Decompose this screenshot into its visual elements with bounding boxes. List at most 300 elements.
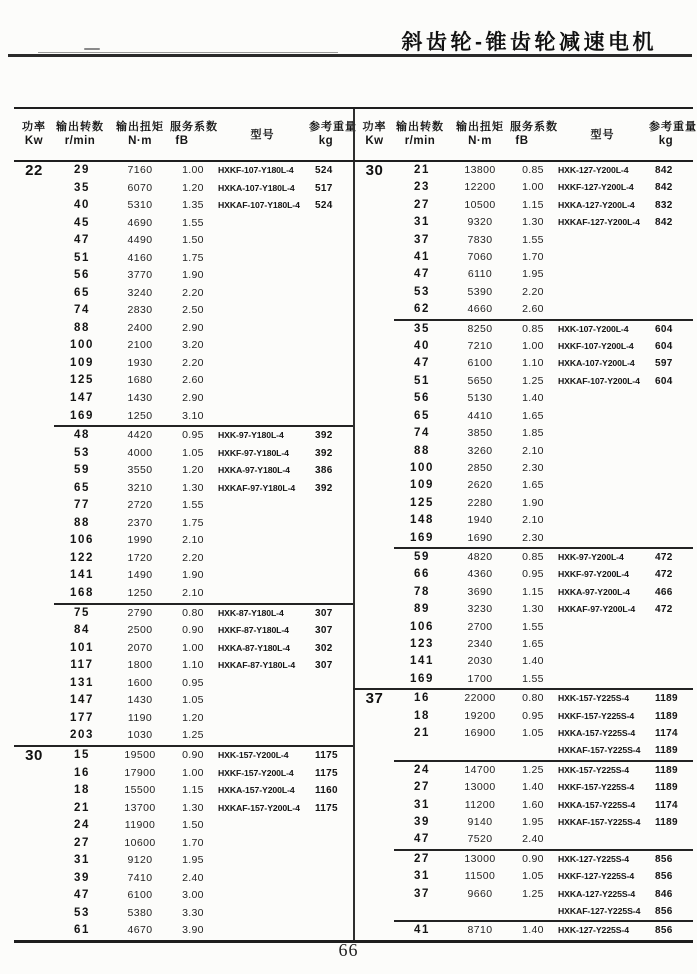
- cell-fb: 1.30: [522, 216, 544, 229]
- cell-weight: [309, 550, 353, 568]
- cell-fb: 1.75: [182, 516, 204, 529]
- cell-model: HXK-97-Y200L-4: [556, 548, 649, 566]
- cell-torque: 1190: [127, 711, 153, 724]
- cell-power: [14, 355, 54, 373]
- cell-torque: 1680: [127, 374, 153, 387]
- cell-fb: 1.30: [522, 603, 544, 616]
- cell-torque: 3690: [467, 585, 493, 598]
- cell-model: [556, 232, 649, 249]
- cell-weight: [309, 355, 353, 373]
- cell-fb: 0.85: [522, 164, 544, 176]
- spec-table-left: [14, 109, 357, 940]
- cell-power: 37: [354, 689, 394, 707]
- cell-fb: 3.10: [182, 409, 204, 422]
- cell-model: HXKF-87-Y180L-4: [218, 625, 289, 636]
- cell-model: HXKA-107-Y180L-4: [218, 182, 295, 193]
- cell-fb: 1.00: [182, 766, 204, 779]
- table-row: [14, 407, 353, 426]
- table-section: [354, 548, 693, 689]
- cell-torque: 1800: [127, 659, 153, 672]
- cell-speed: 39: [74, 871, 90, 884]
- cell-model: HXKF-97-Y180L-4: [218, 447, 289, 458]
- table-row: [354, 850, 693, 868]
- table-row: [354, 814, 693, 831]
- table-row: [14, 302, 353, 320]
- cell-model: HXKA-157-Y225S-4: [558, 799, 636, 810]
- cell-power: [14, 675, 54, 693]
- cell-torque: 10600: [124, 836, 156, 849]
- cell-model: HXKF-157-Y225S-4: [558, 782, 635, 793]
- cell-fb: 1.40: [522, 392, 544, 405]
- cell-weight: [649, 495, 693, 512]
- cell-power: [354, 477, 394, 494]
- cell-torque: 1250: [127, 587, 153, 600]
- cell-weight: 307: [309, 604, 353, 623]
- table-row: [354, 779, 693, 796]
- cell-power: [14, 197, 54, 215]
- table-row: [14, 905, 353, 923]
- table-row: [14, 550, 353, 568]
- cell-power: [354, 338, 394, 355]
- cell-model: HXKF-157-Y225S-4: [558, 710, 635, 721]
- cell-power: [14, 764, 54, 782]
- cell-torque: 1600: [127, 676, 153, 689]
- cell-model: HXKAF-87-Y180L-4: [218, 660, 296, 671]
- cell-torque: 1030: [127, 729, 153, 742]
- header-row: [354, 109, 693, 161]
- cell-model: HXKA-97-Y200L-4: [558, 586, 630, 597]
- cell-torque: 9320: [467, 216, 493, 229]
- cell-weight: [649, 619, 693, 636]
- cell-speed: 53: [74, 446, 90, 459]
- table-row: [14, 727, 353, 746]
- table-row: [14, 817, 353, 835]
- cell-fb: 1.30: [182, 801, 204, 814]
- table-row: [354, 443, 693, 460]
- table-row: [14, 585, 353, 604]
- cell-weight: [649, 408, 693, 425]
- cell-torque: 1690: [467, 531, 493, 544]
- cell-power: [14, 320, 54, 338]
- table-row: [354, 249, 693, 266]
- cell-model: HXKF-97-Y200L-4: [558, 569, 629, 580]
- cell-model: [216, 550, 309, 568]
- cell-torque: 13800: [464, 164, 496, 176]
- cell-weight: 1175: [315, 767, 338, 779]
- table-row: [354, 284, 693, 301]
- cell-fb: 1.25: [510, 761, 556, 779]
- cell-power: [14, 585, 54, 604]
- cell-model: [216, 267, 309, 285]
- cell-model: [216, 302, 309, 320]
- cell-power: [14, 515, 54, 533]
- table-row: [354, 725, 693, 742]
- table-row: [14, 800, 353, 818]
- column-header-fb: 服务系数 fB: [510, 109, 556, 161]
- cell-weight: [309, 232, 353, 250]
- cell-speed: 88: [74, 321, 90, 334]
- cell-weight: [649, 636, 693, 653]
- cell-weight: 846: [655, 888, 673, 900]
- table-section: [354, 689, 693, 761]
- table-row: [14, 870, 353, 888]
- table-row: [14, 746, 353, 765]
- cell-model: [556, 530, 649, 548]
- cell-weight: [309, 302, 353, 320]
- cell-fb: 2.20: [522, 285, 544, 298]
- cell-power: [14, 302, 54, 320]
- cell-model: HXKAF-157-Y225S-4: [558, 817, 641, 828]
- cell-speed: 51: [414, 374, 430, 387]
- cell-torque: 2500: [127, 624, 153, 637]
- cell-speed: 47: [414, 357, 430, 370]
- table-row: [14, 887, 353, 905]
- table-row: [14, 161, 353, 180]
- cell-power: [354, 831, 394, 849]
- table-row: [14, 710, 353, 728]
- table-row: [14, 285, 353, 303]
- cell-model: HXKA-127-Y200L-4: [558, 199, 635, 210]
- cell-torque: 16900: [464, 727, 496, 739]
- cell-fb: 1.40: [510, 921, 556, 939]
- scan-artifact: [84, 48, 100, 50]
- cell-model: [216, 372, 309, 390]
- cell-power: [14, 462, 54, 480]
- cell-power: [14, 497, 54, 515]
- cell-power: [354, 495, 394, 512]
- cell-model: [556, 636, 649, 653]
- cell-fb: 1.40: [522, 781, 544, 794]
- cell-fb: 2.40: [182, 871, 204, 884]
- cell-weight: [309, 817, 353, 835]
- cell-model: HXKF-127-Y225S-4: [558, 871, 635, 882]
- cell-torque: 7160: [127, 164, 153, 177]
- cell-speed: 177: [70, 711, 94, 724]
- cell-torque: 4420: [110, 426, 170, 445]
- cell-torque: 13700: [124, 801, 156, 814]
- cell-torque: 15500: [124, 784, 156, 797]
- cell-torque: 11200: [464, 798, 496, 811]
- cell-power: 22: [25, 162, 43, 180]
- cell-torque: 2030: [467, 655, 493, 668]
- cell-speed: 16: [394, 689, 450, 707]
- cell-torque: 5650: [467, 374, 493, 387]
- cell-fb: 2.60: [522, 303, 544, 316]
- cell-fb: 1.20: [182, 181, 204, 194]
- cell-torque: 17900: [124, 766, 156, 779]
- cell-speed: 74: [414, 427, 430, 440]
- cell-torque: 2720: [127, 499, 153, 512]
- cell-speed: 61: [74, 924, 90, 937]
- cell-power: [14, 267, 54, 285]
- cell-torque: 1930: [127, 356, 153, 369]
- table-row: [14, 640, 353, 658]
- cell-model: HXK-127-Y200L-4: [558, 165, 629, 175]
- cell-fb: 0.95: [522, 709, 544, 722]
- column-header-weight: 参考重量 kg: [649, 109, 693, 161]
- column-header-model: 型号: [556, 109, 649, 161]
- cell-power: [354, 530, 394, 548]
- cell-fb: 1.15: [182, 784, 204, 797]
- cell-speed: 100: [70, 339, 94, 352]
- cell-torque: 4410: [467, 409, 493, 422]
- cell-power: [354, 921, 394, 939]
- cell-fb: 1.65: [522, 409, 544, 422]
- cell-weight: [309, 567, 353, 585]
- cell-power: [14, 550, 54, 568]
- cell-power: [14, 622, 54, 640]
- cell-torque: 22000: [450, 689, 510, 707]
- table-row: [14, 852, 353, 870]
- table-row: [354, 460, 693, 477]
- table-row: [354, 373, 693, 390]
- cell-torque: 3210: [127, 481, 153, 494]
- table-row: [14, 622, 353, 640]
- column-header-speed: 输出转数 r/min: [54, 109, 110, 161]
- cell-torque: 3850: [467, 427, 493, 440]
- cell-weight: [309, 692, 353, 710]
- cell-torque: 6110: [467, 268, 493, 281]
- cell-model: HXK-157-Y225S-4: [556, 761, 649, 779]
- cell-power: [14, 372, 54, 390]
- cell-model: [216, 817, 309, 835]
- cell-speed: 131: [70, 676, 94, 689]
- cell-fb: 1.15: [522, 585, 544, 598]
- cell-torque: 3260: [467, 444, 493, 457]
- table-row: [14, 764, 353, 782]
- cell-weight: [309, 835, 353, 853]
- table-row: [14, 250, 353, 268]
- page-number: 66: [338, 940, 359, 960]
- cell-fb: 2.20: [182, 286, 204, 299]
- cell-speed: 169: [410, 672, 434, 685]
- table-row: [14, 372, 353, 390]
- cell-power: [14, 657, 54, 675]
- cell-speed: 89: [414, 603, 430, 616]
- column-header-power: 功率 Kw: [354, 109, 394, 161]
- cell-torque: 7210: [467, 340, 493, 353]
- cell-speed: 24: [394, 761, 450, 779]
- cell-fb: 1.95: [182, 854, 204, 867]
- cell-power: [14, 215, 54, 233]
- table-row: [14, 267, 353, 285]
- cell-weight: [649, 284, 693, 301]
- cell-weight: 1189: [649, 761, 693, 779]
- cell-weight: 466: [655, 586, 673, 598]
- table-row: [14, 835, 353, 853]
- cell-model: HXKF-107-Y200L-4: [558, 341, 634, 352]
- cell-fb: 3.90: [182, 924, 204, 937]
- cell-weight: [309, 390, 353, 408]
- table-row: [354, 477, 693, 494]
- cell-power: [14, 285, 54, 303]
- cell-fb: 1.20: [182, 711, 204, 724]
- cell-speed: 24: [74, 819, 90, 832]
- cell-torque: 1430: [127, 391, 153, 404]
- cell-speed: 41: [414, 251, 430, 264]
- cell-torque: 1430: [127, 694, 153, 707]
- cell-speed: 18: [74, 784, 90, 797]
- cell-fb: 2.10: [522, 444, 544, 457]
- cell-torque: 7060: [467, 251, 493, 264]
- cell-fb: 1.55: [522, 233, 544, 246]
- cell-speed: 27: [414, 781, 430, 794]
- cell-fb: 2.20: [182, 551, 204, 564]
- cell-power: [354, 725, 394, 742]
- cell-weight: 386: [315, 465, 333, 477]
- cell-weight: 856: [655, 906, 673, 918]
- cell-fb: 1.55: [522, 620, 544, 633]
- cell-torque: 12200: [464, 181, 496, 194]
- cell-torque: [450, 903, 510, 921]
- cell-fb: 1.40: [522, 655, 544, 668]
- cell-weight: 1189: [655, 782, 678, 794]
- cell-weight: [309, 515, 353, 533]
- cell-power: [354, 460, 394, 477]
- header-row: [14, 109, 353, 161]
- cell-fb: 1.90: [182, 269, 204, 282]
- cell-power: [14, 852, 54, 870]
- table-row: [354, 566, 693, 583]
- cell-speed: 27: [74, 836, 90, 849]
- cell-power: [354, 653, 394, 670]
- cell-power: [354, 390, 394, 407]
- cell-model: [216, 250, 309, 268]
- cell-power: [14, 922, 54, 940]
- cell-speed: 109: [70, 356, 94, 369]
- table-row: [354, 320, 693, 338]
- cell-fb: 1.00: [182, 641, 204, 654]
- cell-speed: 51: [74, 251, 90, 264]
- cell-power: [354, 584, 394, 601]
- cell-torque: 1700: [467, 672, 493, 685]
- table-row: [14, 782, 353, 800]
- cell-speed: 41: [394, 921, 450, 939]
- cell-weight: [309, 320, 353, 338]
- cell-torque: 6100: [127, 889, 153, 902]
- cell-fb: 1.95: [522, 268, 544, 281]
- cell-speed: [394, 903, 450, 921]
- cell-speed: 31: [414, 216, 430, 229]
- cell-torque: 1940: [467, 514, 493, 527]
- cell-model: [556, 619, 649, 636]
- cell-fb: 2.10: [522, 514, 544, 527]
- cell-power: [354, 214, 394, 231]
- cell-fb: 1.50: [182, 234, 204, 247]
- cell-speed: 29: [74, 164, 90, 177]
- cell-speed: 40: [74, 199, 90, 212]
- cell-weight: [309, 407, 353, 426]
- table-section: [354, 320, 693, 548]
- cell-model: HXKAF-127-Y225S-4: [558, 906, 641, 917]
- table-row: [14, 604, 353, 623]
- cell-model: [556, 831, 649, 849]
- cell-speed: 148: [410, 514, 434, 527]
- cell-weight: [649, 477, 693, 494]
- cell-torque: 13000: [464, 781, 496, 794]
- cell-power: [354, 671, 394, 689]
- cell-fb: 2.30: [522, 531, 544, 544]
- cell-torque: 3240: [127, 286, 153, 299]
- cell-speed: 40: [414, 340, 430, 353]
- cell-speed: 65: [74, 481, 90, 494]
- cell-weight: 302: [315, 642, 333, 654]
- table-row: [14, 337, 353, 355]
- cell-fb: 1.90: [522, 496, 544, 509]
- cell-speed: 101: [70, 641, 94, 654]
- cell-speed: 21: [414, 164, 430, 176]
- cell-torque: 4670: [127, 924, 153, 937]
- cell-weight: 307: [315, 625, 333, 637]
- cell-power: [354, 761, 394, 779]
- cell-power: [14, 887, 54, 905]
- cell-fb: 0.90: [510, 850, 556, 868]
- cell-weight: 842: [655, 182, 673, 194]
- cell-fb: 1.35: [182, 199, 204, 212]
- table-row: [354, 390, 693, 407]
- cell-torque: [450, 742, 510, 760]
- cell-fb: 1.70: [522, 251, 544, 264]
- table-section: [354, 921, 693, 939]
- cell-weight: 472: [655, 569, 673, 581]
- cell-speed: 122: [70, 551, 94, 564]
- page-title: 斜齿轮-锥齿轮减速电机: [401, 31, 657, 54]
- cell-speed: 56: [74, 269, 90, 282]
- cell-weight: [649, 425, 693, 442]
- cell-weight: 856: [655, 871, 673, 883]
- cell-fb: 2.40: [522, 833, 544, 846]
- cell-power: [354, 301, 394, 319]
- cell-speed: 53: [414, 285, 430, 298]
- cell-weight: [309, 267, 353, 285]
- cell-weight: 597: [655, 358, 673, 370]
- cell-speed: 100: [410, 461, 434, 474]
- cell-weight: [649, 390, 693, 407]
- table-row: [354, 266, 693, 283]
- cell-torque: 11500: [464, 870, 496, 883]
- cell-speed: 47: [414, 268, 430, 281]
- cell-speed: 84: [74, 624, 90, 637]
- cell-model: [216, 215, 309, 233]
- cell-model: [216, 852, 309, 870]
- cell-weight: 392: [315, 447, 333, 459]
- cell-weight: [309, 372, 353, 390]
- cell-fb: 1.50: [182, 819, 204, 832]
- table-row: [14, 480, 353, 498]
- cell-power: [354, 443, 394, 460]
- cell-model: [556, 477, 649, 494]
- cell-power: [14, 870, 54, 888]
- table-row: [354, 161, 693, 179]
- cell-model: HXK-157-Y200L-4: [216, 746, 309, 765]
- cell-power: [14, 692, 54, 710]
- cell-torque: 2700: [467, 620, 493, 633]
- cell-fb: 1.10: [522, 357, 544, 370]
- cell-torque: 9120: [127, 854, 153, 867]
- cell-weight: 1174: [655, 728, 678, 739]
- cell-torque: 7830: [467, 233, 493, 246]
- cell-speed: 56: [414, 392, 430, 405]
- table-row: [14, 567, 353, 585]
- cell-weight: 472: [649, 548, 693, 566]
- table-row: [14, 215, 353, 233]
- cell-torque: 1490: [127, 569, 153, 582]
- table-section: [354, 161, 693, 320]
- table-row: [354, 584, 693, 601]
- cell-weight: [309, 852, 353, 870]
- cell-power: [14, 604, 54, 623]
- cell-speed: 169: [70, 409, 94, 422]
